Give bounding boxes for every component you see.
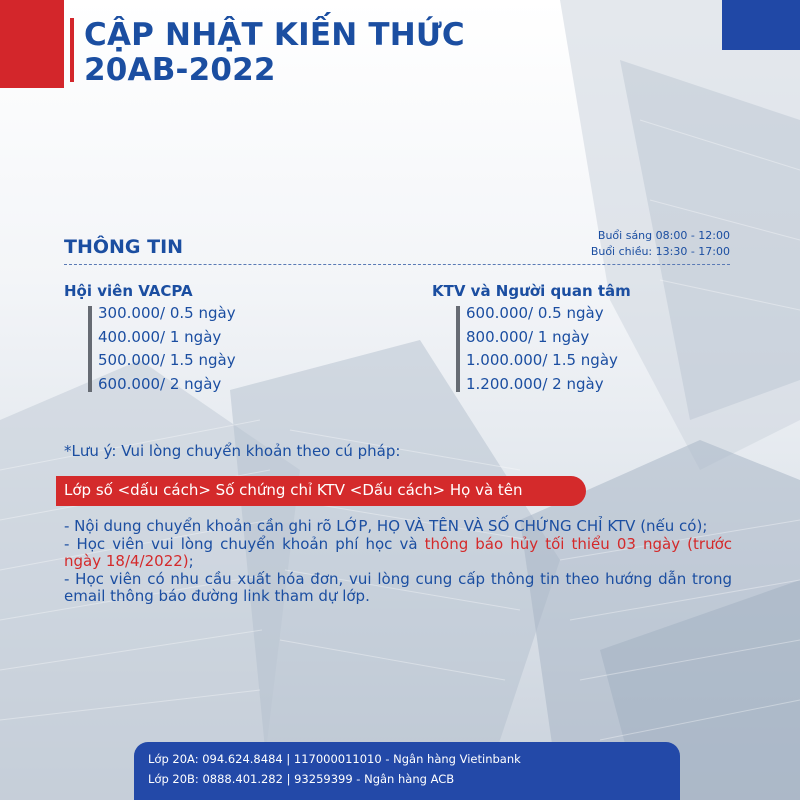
title-line-1: CẬP NHẬT KIẾN THỨC bbox=[84, 17, 465, 53]
section-title: THÔNG TIN bbox=[64, 236, 184, 258]
blue-accent-block bbox=[722, 0, 800, 50]
notes-list bbox=[64, 518, 732, 606]
bank-info-20a: Lớp 20A: 094.624.8484 | 117000011010 - Ngân hàng Vietinbank bbox=[148, 752, 521, 766]
note-bullet bbox=[64, 536, 732, 571]
red-accent-block bbox=[0, 0, 64, 88]
transfer-syntax-text: Lớp số <dấu cách> Số chứng chỉ KTV <Dấu cách> Họ và tên bbox=[64, 481, 523, 499]
bank-info-20b: Lớp 20B: 0888.401.282 | 93259399 - Ngân hàng ACB bbox=[148, 772, 455, 786]
title-divider bbox=[70, 18, 74, 82]
price-item: 800.000/ 1 ngày bbox=[466, 327, 590, 346]
schedule bbox=[591, 228, 730, 260]
price-item: 300.000/ 0.5 ngày bbox=[98, 304, 236, 322]
price-item: 500.000/ 1.5 ngày bbox=[98, 351, 236, 369]
transfer-syntax-banner bbox=[56, 476, 586, 506]
note-bullet-text: - Học viên vui lòng chuyển khoản phí học và bbox=[64, 534, 425, 553]
price-item: 600.000/ 0.5 ngày bbox=[466, 304, 604, 322]
schedule-morning: Buổi sáng 08:00 - 12:00 bbox=[597, 229, 730, 242]
title-line-2: 20AB-2022 bbox=[84, 52, 276, 88]
dashed-divider bbox=[64, 264, 730, 265]
member-pricing bbox=[64, 282, 236, 396]
other-pricing bbox=[432, 282, 631, 396]
note-bullet-highlight: thông báo hủy tối thiểu 03 ngày (trước ngày 18/4/2022) bbox=[64, 534, 732, 570]
member-price-list bbox=[88, 302, 236, 396]
price-item: 600.000/ 2 ngày bbox=[98, 374, 222, 393]
member-pricing-heading: Hội viên VACPA bbox=[64, 282, 193, 300]
other-pricing-heading: KTV và Người quan tâm bbox=[432, 282, 631, 300]
page-title bbox=[84, 18, 465, 88]
schedule-afternoon: Buổi chiều: 13:30 - 17:00 bbox=[590, 245, 730, 258]
price-item: 1.000.000/ 1.5 ngày bbox=[466, 351, 618, 369]
note-intro: *Lưu ý: Vui lòng chuyển khoản theo cú pháp: bbox=[64, 442, 401, 460]
note-bullet: - Nội dung chuyển khoản cần ghi rõ LỚP, HỌ VÀ TÊN VÀ SỐ CHỨNG CHỈ KTV (nếu có); bbox=[64, 517, 708, 535]
note-bullet-text: ; bbox=[188, 552, 194, 570]
note-bullet: - Học viên có nhu cầu xuất hóa đơn, vui lòng cung cấp thông tin theo hướng dẫn trong email thông báo đường link tham dự lớp. bbox=[64, 569, 732, 605]
other-price-list bbox=[456, 302, 631, 396]
price-item: 400.000/ 1 ngày bbox=[98, 327, 222, 346]
price-item: 1.200.000/ 2 ngày bbox=[466, 374, 604, 393]
payment-footer bbox=[134, 742, 680, 800]
